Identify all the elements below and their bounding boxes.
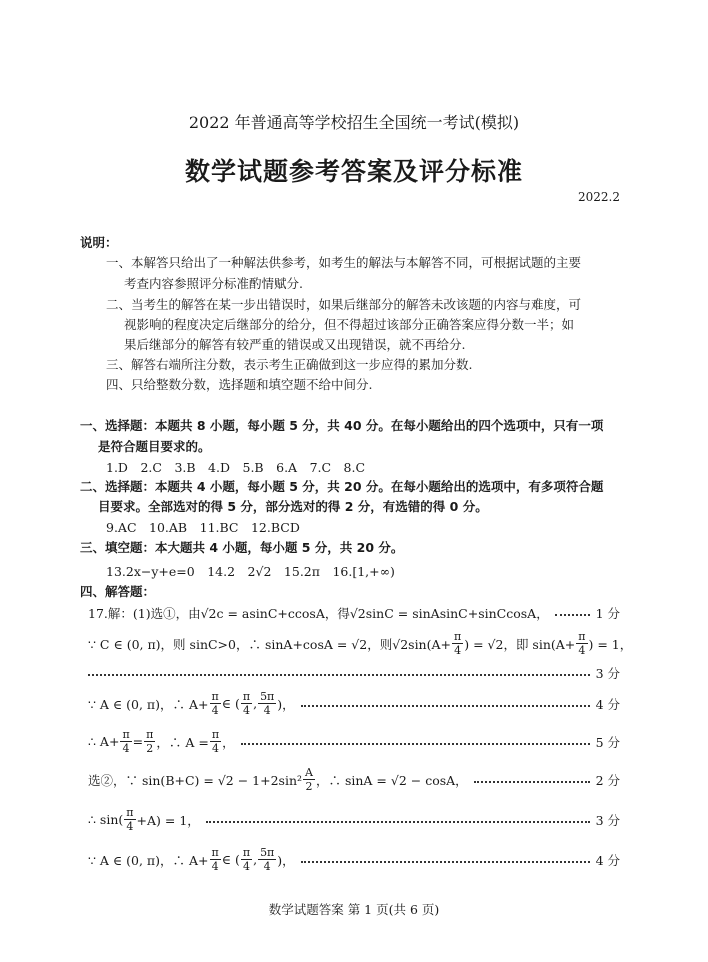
section-1-heading-cont: 是符合题目要求的。: [98, 439, 211, 454]
exam-title: 2022 年普通高等学校招生全国统一考试(模拟): [188, 113, 520, 132]
denominator: 4: [578, 644, 586, 657]
solution-text: )，: [277, 696, 295, 712]
numerator: π: [122, 728, 130, 741]
score: 4 分: [595, 852, 620, 868]
fraction: [452, 630, 463, 657]
note-item: 一、本解答只给出了一种解法供参考，如考生的解法与本解答不同，可根据试题的主要: [106, 255, 582, 270]
document-date: 2022.2: [578, 190, 620, 204]
solution-line: [88, 664, 620, 682]
section-1-answers: 1.D 2.C 3.B 4.D 5.B 6.A 7.C 8.C: [106, 460, 366, 475]
solution-text: ∈ (: [221, 852, 240, 867]
note-item: 三、解答右端所注分数，表示考生正确做到这一步应得的累加分数.: [106, 357, 473, 372]
denominator: 4: [122, 742, 130, 755]
dot-leader: [88, 674, 590, 676]
denominator: 4: [211, 742, 219, 755]
dot-leader: [301, 861, 590, 863]
solution-text: 17.解：(1)选①，由√2c = asinC+ccosA，得√2sinC = sinAsinC+sinCcosA，: [88, 606, 549, 621]
score: 4 分: [595, 696, 620, 712]
denominator: 4: [211, 704, 219, 717]
solution-line: [88, 846, 620, 873]
solution-text: =: [132, 734, 144, 749]
solution-text: ,: [253, 852, 258, 867]
solution-text: ∴ sin(: [88, 812, 124, 827]
fraction: [124, 806, 135, 833]
solution-line: [88, 806, 620, 833]
note-item: 二、当考生的解答在某一步出错误时，如果后继部分的解答未改该题的内容与难度，可: [106, 297, 582, 312]
dot-leader: [301, 705, 590, 707]
fraction: [144, 728, 155, 755]
solution-text: ，∴ sinA = √2 − cosA，: [315, 772, 468, 788]
note-item: 视影响的程度决定后继部分的给分，但不得超过该部分正确答案应得分数一半；如: [124, 317, 575, 332]
solution-text: ∈ (: [221, 696, 240, 711]
score: 2 分: [595, 772, 620, 788]
section-2-heading: 二、选择题：本题共 4 小题，每小题 5 分，共 20 分。在每小题给出的选项中，有多项符合题: [80, 479, 604, 494]
fraction: [241, 846, 252, 873]
fraction: [210, 690, 221, 717]
fraction: [258, 846, 276, 873]
denominator: 4: [263, 860, 271, 873]
denominator: 4: [242, 704, 250, 717]
numerator: π: [211, 690, 219, 703]
section-1-heading: 一、选择题：本题共 8 小题，每小题 5 分，共 40 分。在每小题给出的四个选项中，只有一项: [80, 418, 604, 433]
note-item: 果后继部分的解答有较严重的错误或又出现错误，就不再给分.: [124, 337, 466, 352]
solution-text: ，∴ A =: [156, 734, 209, 750]
numerator: π: [242, 690, 251, 703]
fraction: [576, 630, 587, 657]
fraction: [258, 690, 276, 717]
denominator: 4: [126, 820, 134, 833]
denominator: 2: [305, 780, 313, 793]
solution-text: ) = 1，: [588, 636, 633, 652]
denominator: 4: [242, 860, 250, 873]
score: 1 分: [595, 606, 620, 621]
score: 3 分: [595, 666, 620, 681]
score: 5 分: [595, 734, 620, 750]
solution-text: 选②，∵ sin(B+C) = √2 − 1+2sin²: [88, 772, 303, 788]
fraction: [303, 766, 315, 793]
fraction: [210, 846, 221, 873]
fraction: [120, 728, 131, 755]
solution-line: [88, 766, 620, 793]
note-item: 考查内容参照评分标准酌情赋分.: [124, 276, 303, 291]
numerator: 5π: [260, 690, 275, 703]
denominator: 4: [263, 704, 271, 717]
solution-text: ) = √2，即 sin(A+: [464, 636, 576, 652]
numerator: π: [211, 728, 220, 741]
page-footer: 数学试题答案 第 1 页(共 6 页): [268, 902, 440, 917]
numerator: π: [126, 806, 134, 819]
solution-text: ∵ C ∈ (0, π)，则 sinC>0，∴ sinA+cosA = √2，则√2sin(A+: [88, 636, 451, 652]
dot-leader: [241, 743, 590, 745]
section-2-heading-cont: 目要求。全部选对的得 5 分，部分选对的得 2 分，有选错的得 0 分。: [98, 499, 488, 514]
solution-text: ，: [222, 734, 235, 750]
solution-text: +A) = 1，: [136, 812, 200, 828]
dot-leader: [474, 781, 590, 783]
numerator: π: [146, 728, 154, 741]
section-3-heading: 三、填空题：本大题共 4 小题，每小题 5 分，共 20 分。: [80, 540, 404, 555]
solution-line: [88, 728, 620, 755]
denominator: 2: [146, 742, 154, 755]
score: 3 分: [595, 812, 620, 828]
solution-text: )，: [277, 852, 295, 868]
notes-heading: 说明：: [80, 235, 118, 250]
solution-line: [88, 690, 620, 717]
solution-text: ∴ A+: [88, 734, 120, 749]
note-item: 四、只给整数分数，选择题和填空题不给中间分.: [106, 377, 373, 392]
section-2-answers: 9.AC 10.AB 11.BC 12.BCD: [106, 520, 300, 535]
document-title: 数学试题参考答案及评分标准: [184, 157, 523, 186]
denominator: 4: [211, 860, 219, 873]
numerator: π: [578, 630, 586, 643]
solution-line: [88, 630, 633, 657]
numerator: π: [454, 630, 462, 643]
section-4-heading: 四、解答题：: [80, 584, 156, 599]
solution-text: ∵ A ∈ (0, π)，∴ A+: [88, 696, 209, 712]
denominator: 4: [454, 644, 462, 657]
solution-line: [88, 604, 620, 622]
solution-text: ,: [253, 696, 258, 711]
fraction: [241, 690, 252, 717]
dot-leader: [555, 614, 590, 616]
numerator: 5π: [260, 846, 275, 859]
numerator: π: [242, 846, 251, 859]
dot-leader: [206, 821, 590, 823]
fraction: [210, 728, 221, 755]
numerator: A: [305, 766, 313, 779]
numerator: π: [211, 846, 219, 859]
solution-text: ∵ A ∈ (0, π)，∴ A+: [88, 852, 209, 868]
section-3-answers: 13.2x−y+e=0 14.2 2√2 15.2π 16.[1,+∞): [106, 564, 395, 579]
